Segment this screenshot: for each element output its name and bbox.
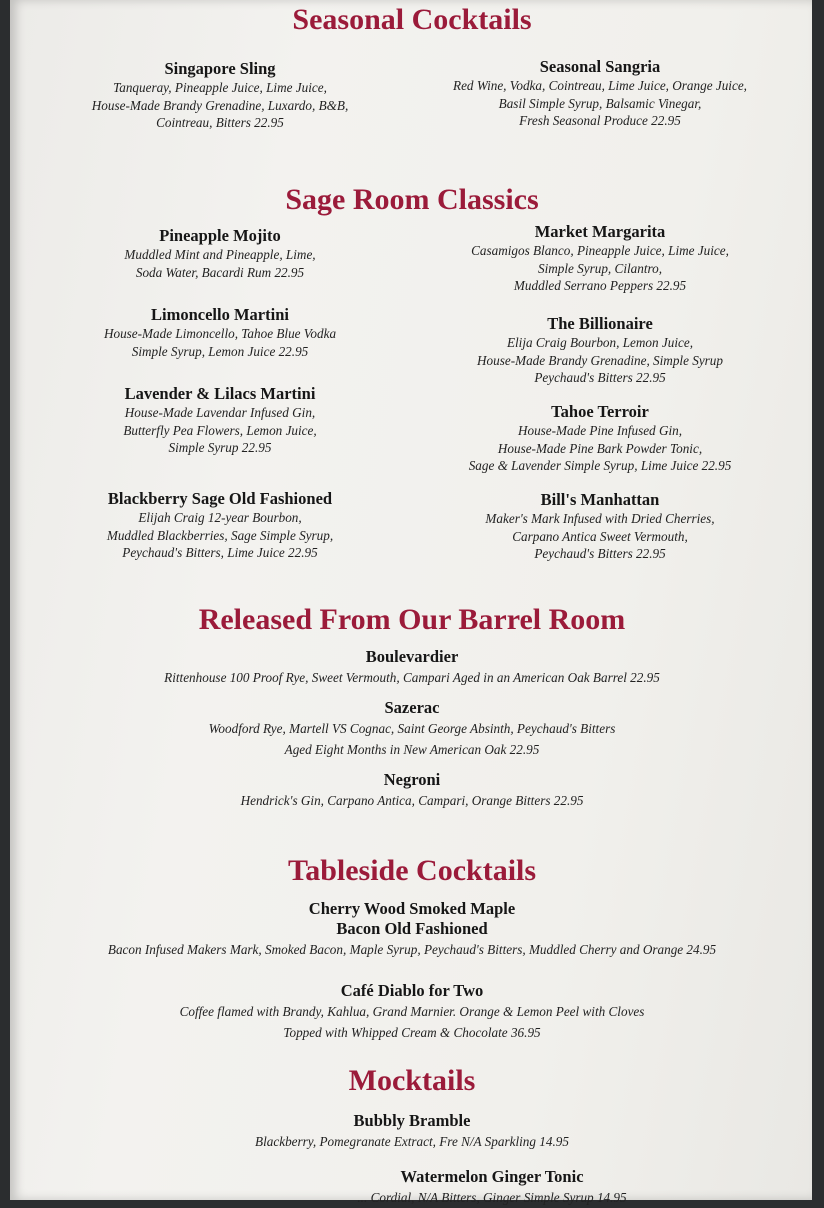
item-description: Simple Syrup, Lemon Juice 22.95 — [131, 343, 309, 359]
item-description: Basil Simple Syrup, Balsamic Vinegar, — [498, 95, 702, 111]
item-name: Watermelon Ginger Tonic — [400, 1167, 584, 1186]
item-name: Lavender & Lilacs Martini — [124, 384, 316, 403]
item-name: Seasonal Sangria — [539, 57, 661, 76]
item-name: Limoncello Martini — [151, 305, 289, 324]
item-description: Carpano Antica Sweet Vermouth, — [512, 528, 688, 544]
item-description: Butterfly Pea Flowers, Lemon Juice, — [123, 422, 317, 438]
section-title-seasonal-cocktails: Seasonal Cocktails — [292, 3, 532, 36]
item-name: Boulevardier — [365, 647, 459, 666]
item-description: House-Made Brandy Grenadine, Luxardo, B&B, — [91, 97, 349, 113]
item-description: Peychaud's Bitters 22.95 — [534, 370, 666, 385]
menu-item-cherry-wood-smoked-maple — [0, 899, 824, 960]
item-description: Aged Eight Months in New American Oak 22.95 — [284, 742, 540, 757]
item-name-continued: Bacon Old Fashioned — [336, 919, 488, 938]
item-description: House-Made Lavendar Infused Gin, — [124, 405, 316, 420]
menu-item-negroni — [0, 770, 824, 811]
item-description: ... Cordial, N/A Bitters, Ginger Simple Syrup 14.95 — [357, 1190, 627, 1205]
menu-item-limoncello-martini — [40, 305, 400, 360]
item-description: Sage & Lavender Simple Syrup, Lime Juice 22.95 — [468, 458, 732, 473]
item-description: Tanqueray, Pineapple Juice, Lime Juice, — [113, 80, 327, 95]
menu-item-lavender-lilacs-martini — [40, 384, 400, 457]
item-description: Peychaud's Bitters, Lime Juice 22.95 — [122, 545, 318, 560]
menu-item-bills-manhattan — [420, 490, 780, 563]
item-description: House-Made Brandy Grenadine, Simple Syrup — [477, 352, 723, 368]
item-description: Simple Syrup, Cilantro, — [537, 260, 663, 276]
item-name: Pineapple Mojito — [159, 226, 281, 245]
item-description: Muddled Mint and Pineapple, Lime, — [124, 247, 316, 262]
item-description: House-Made Limoncello, Tahoe Blue Vodka — [103, 326, 337, 341]
menu-item-bubbly-bramble — [0, 1111, 824, 1152]
item-description: Rittenhouse 100 Proof Rye, Sweet Vermouth, Campari Aged in an American Oak Barrel 22.95 — [164, 670, 660, 685]
item-name: Bill's Manhattan — [540, 490, 660, 509]
menu-item-singapore-sling — [40, 59, 400, 132]
menu-item-tahoe-terroir — [420, 402, 780, 475]
menu-item-market-margarita — [420, 222, 780, 295]
item-name: Cherry Wood Smoked Maple — [308, 899, 516, 918]
menu-item-cafe-diablo — [0, 981, 824, 1043]
item-name: Market Margarita — [534, 222, 666, 241]
item-description: Coffee flamed with Brandy, Kahlua, Grand Marnier. Orange & Lemon Peel with Cloves — [179, 1004, 645, 1019]
item-description: Fresh Seasonal Produce 22.95 — [519, 113, 681, 128]
item-description: Soda Water, Bacardi Rum 22.95 — [135, 264, 305, 280]
item-description: Casamigos Blanco, Pineapple Juice, Lime Juice, — [471, 243, 729, 258]
section-title-barrel-room: Released From Our Barrel Room — [198, 603, 626, 636]
item-name: Café Diablo for Two — [340, 981, 484, 1000]
item-description: House-Made Pine Infused Gin, — [517, 423, 683, 438]
item-description: Blackberry, Pomegranate Extract, Fre N/A Sparkling 14.95 — [255, 1134, 569, 1149]
item-description: Simple Syrup 22.95 — [168, 440, 272, 455]
item-description: Muddled Serrano Peppers 22.95 — [513, 278, 687, 293]
menu-item-seasonal-sangria — [420, 57, 780, 130]
menu-item-the-billionaire — [420, 314, 780, 387]
menu-item-boulevardier — [0, 647, 824, 688]
item-description: Maker's Mark Infused with Dried Cherries, — [485, 511, 715, 526]
item-description: Topped with Whipped Cream & Chocolate 36.95 — [283, 1025, 541, 1040]
item-description: Muddled Blackberries, Sage Simple Syrup, — [106, 527, 334, 543]
item-name: Blackberry Sage Old Fashioned — [107, 489, 333, 508]
item-name: Bubbly Bramble — [353, 1111, 471, 1130]
menu-item-pineapple-mojito — [40, 226, 400, 281]
item-description: Cointreau, Bitters 22.95 — [156, 115, 284, 130]
menu-item-sazerac — [0, 698, 824, 760]
item-description: House-Made Pine Bark Powder Tonic, — [497, 440, 703, 456]
item-description: Peychaud's Bitters 22.95 — [534, 546, 666, 561]
item-description: Elijah Craig 12-year Bourbon, — [138, 510, 302, 525]
section-title-mocktails: Mocktails — [348, 1064, 476, 1097]
section-title-sage-room-classics: Sage Room Classics — [285, 183, 539, 216]
item-name: Singapore Sling — [164, 59, 276, 78]
item-description: Hendrick's Gin, Carpano Antica, Campari, Orange Bitters 22.95 — [240, 793, 584, 808]
item-description: Woodford Rye, Martell VS Cognac, Saint George Absinth, Peychaud's Bitters — [208, 721, 616, 736]
item-description: Elija Craig Bourbon, Lemon Juice, — [506, 335, 694, 350]
section-title-tableside-cocktails: Tableside Cocktails — [287, 854, 537, 887]
item-description: Bacon Infused Makers Mark, Smoked Bacon, Maple Syrup, Peychaud's Bitters, Muddled Cherry and Orange 24.95 — [107, 942, 717, 957]
item-name: Sazerac — [384, 698, 440, 717]
menu-item-blackberry-sage-old-fashioned — [40, 489, 400, 562]
menu-item-watermelon-ginger-tonic — [80, 1167, 824, 1208]
item-name: Tahoe Terroir — [551, 402, 649, 421]
item-name: Negroni — [383, 770, 441, 789]
item-description: Red Wine, Vodka, Cointreau, Lime Juice, Orange Juice, — [453, 78, 747, 93]
item-name: The Billionaire — [547, 314, 653, 333]
